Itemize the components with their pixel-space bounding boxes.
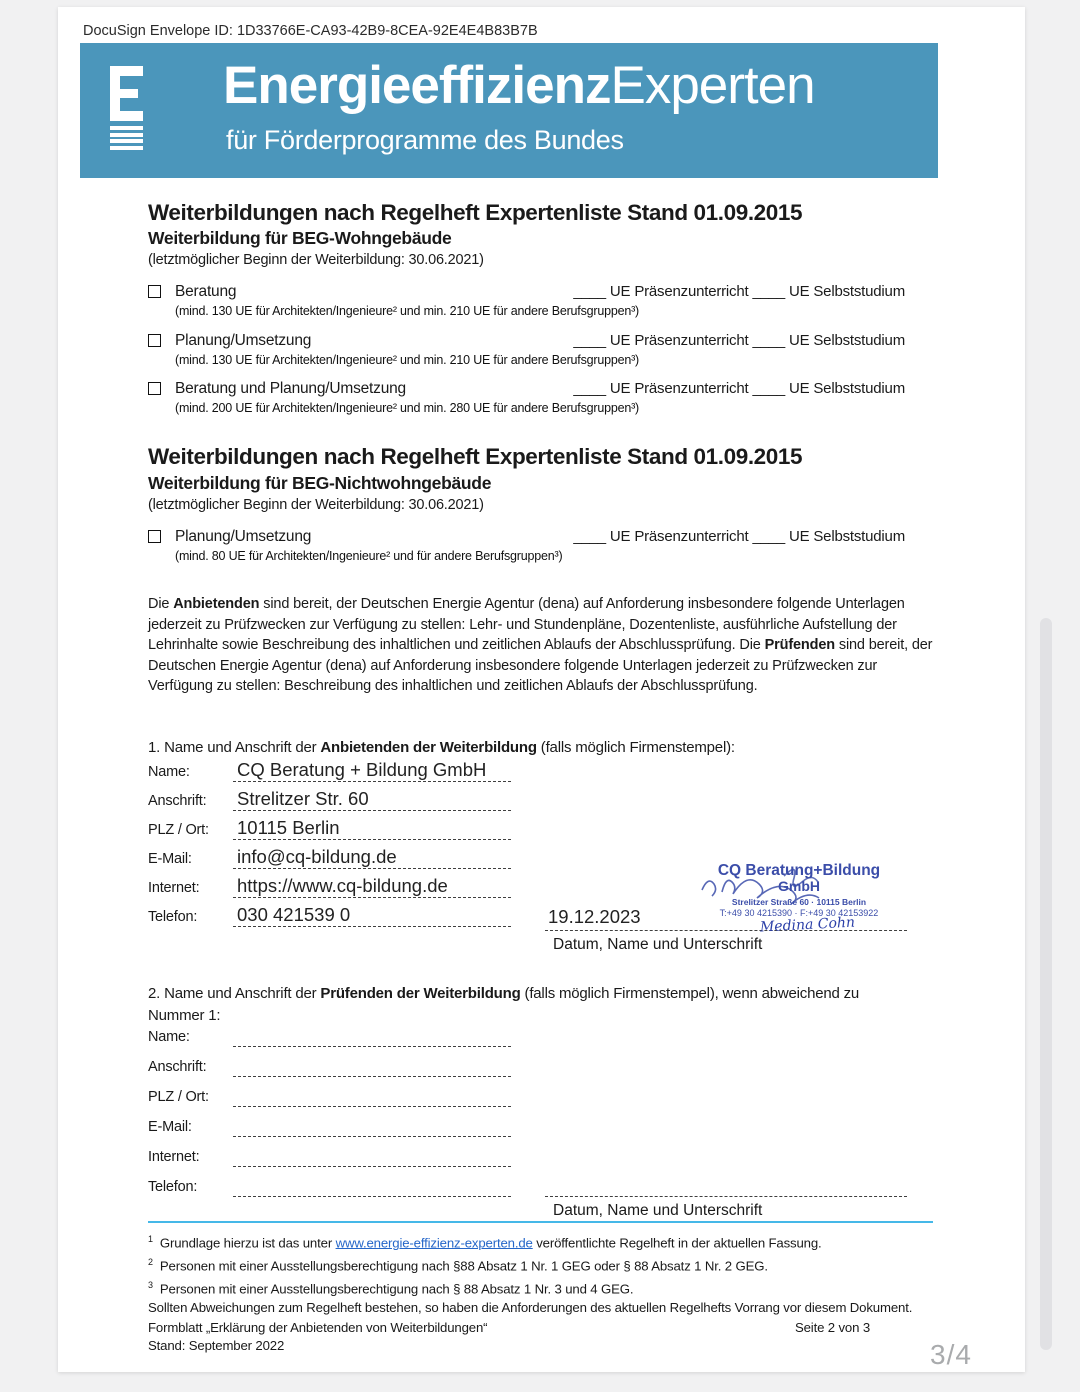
footnote-text: veröffentlichte Regelheft in der aktuellen Fassung. <box>532 1235 822 1251</box>
version-stand: Stand: September 2022 <box>148 1338 285 1353</box>
footnote-extra: Sollten Abweichungen zum Regelheft bestehen, so haben die Anforderungen des aktuellen Regelhefts Vorrang vor diesem Dokument. <box>148 1300 913 1316</box>
field-label-name: Name: <box>148 764 190 780</box>
checkbox-beratung-und-planung[interactable] <box>148 382 161 395</box>
field-line-telefon-2 <box>233 1196 511 1197</box>
section-heading-wohngebaeude: Weiterbildungen nach Regelheft Expertenliste Stand 01.09.2015 <box>148 200 803 225</box>
stamp-company-name: CQ Beratung+Bildung <box>717 862 881 879</box>
declaration-text: sind bereit, der Deutschen Energie Agentur (dena) auf Anforderung insbesondere folgende Unterlagen jederzeit zu Prüfzwecken zur Verfügung zu stellen: Lehr- und Stundenpläne, Dozentenliste, ausführliche Aufstellung der Lehrinhalte sowie Beschreibung des inhaltlichen und zeitlichen Ablaufs der Abschlussprüfung. Die <box>148 596 905 654</box>
subheading-beg-wohngebaeude: Weiterbildung für BEG-Wohngebäude <box>148 228 452 248</box>
declaration-bold-anbietenden: Anbietenden <box>173 596 260 612</box>
field-label-anschrift-2: Anschrift: <box>148 1059 207 1075</box>
footnote-text: Personen mit einer Ausstellungsberechtigung nach § 88 Absatz 1 Nr. 3 und 4 GEG. <box>159 1280 634 1296</box>
stamp-phone-fax: T:+49 30 4215390 · F:+49 30 42153922 <box>719 907 879 918</box>
heading-bold: Anbietenden der Weiterbildung <box>320 739 537 756</box>
checkbox-note: (mind. 130 UE für Architekten/Ingenieure² und min. 210 UE für andere Berufsgruppen³) <box>175 304 640 318</box>
field-line-plz-ort-2 <box>233 1106 511 1107</box>
logo-letter-e <box>110 66 143 121</box>
handwritten-signature: Medina Cohn <box>759 914 856 936</box>
company-stamp <box>688 862 910 936</box>
checkbox-row-beratung-und-planung <box>148 380 905 398</box>
field-label-name-2: Name: <box>148 1029 190 1045</box>
deadline-wohngebaeude: (letztmöglicher Beginn der Weiterbildung: 30.06.2021) <box>148 252 484 268</box>
checkbox-note: (mind. 130 UE für Architekten/Ingenieure² und min. 210 UE für andere Berufsgruppen³) <box>175 353 640 367</box>
footnote-marker: 2 <box>148 1256 153 1267</box>
provider-section-heading <box>148 737 735 759</box>
ue-blanks-text: ____ UE Präsenzunterricht ____ UE Selbststudium <box>573 283 905 300</box>
page-footer <box>148 1320 870 1335</box>
checkbox-beratung[interactable] <box>148 285 161 298</box>
energieeffizienz-experten-logo-icon <box>110 66 143 150</box>
section-heading-nichtwohngebaeude: Weiterbildungen nach Regelheft Expertenliste Stand 01.09.2015 <box>148 444 803 469</box>
logo-list-lines-icon <box>110 126 143 150</box>
field-label-telefon: Telefon: <box>148 909 198 925</box>
scrollbar-thumb[interactable] <box>1040 618 1052 1350</box>
banner-subtitle: für Förderprogramme des Bundes <box>226 125 624 155</box>
ue-blanks-text: ____ UE Präsenzunterricht ____ UE Selbststudium <box>573 380 905 397</box>
checkbox-row-beratung <box>148 283 905 301</box>
checkbox-planung-umsetzung[interactable] <box>148 334 161 347</box>
field-value-internet: https://www.cq-bildung.de <box>237 875 448 896</box>
field-line-anschrift-2 <box>233 1076 511 1077</box>
field-label-internet-2: Internet: <box>148 1149 200 1165</box>
document-page <box>58 7 1025 1372</box>
field-value-email: info@cq-bildung.de <box>237 846 397 867</box>
regelheft-link[interactable]: www.energie-effizienz-experten.de <box>335 1235 533 1251</box>
page-reference: Seite 2 von 3 <box>794 1320 870 1335</box>
form-name: Formblatt „Erklärung der Anbietenden von Weiterbildungen“ <box>148 1320 488 1335</box>
field-line-internet <box>233 897 511 898</box>
footnote-marker: 1 <box>148 1234 153 1244</box>
banner-title-regular: Experten <box>610 56 815 115</box>
field-line-telefon <box>233 926 511 927</box>
brand-banner <box>80 43 938 178</box>
checkbox-label: Beratung und Planung/Umsetzung <box>175 380 406 397</box>
footnote-text: Personen mit einer Ausstellungsberechtigung nach §88 Absatz 1 Nr. 1 GEG oder § 88 Absatz 1 Nr. 2 GEG. <box>159 1258 768 1274</box>
field-label-email-2: E-Mail: <box>148 1119 192 1135</box>
field-line-anschrift <box>233 810 511 811</box>
stamp-company-suffix: GmbH <box>778 878 820 895</box>
field-value-anschrift: Strelitzer Str. 60 <box>237 788 369 809</box>
footnote-marker: 3 <box>148 1279 153 1290</box>
examiner-section-heading <box>148 983 943 1026</box>
field-line-internet-2 <box>233 1166 511 1167</box>
footnote-2 <box>148 1253 928 1276</box>
field-label-internet: Internet: <box>148 880 200 896</box>
subheading-beg-nichtwohngebaeude: Weiterbildung für BEG-Nichtwohngebäude <box>148 473 492 493</box>
field-label-email: E-Mail: <box>148 851 192 867</box>
footnote-1 <box>148 1230 928 1253</box>
field-value-telefon: 030 421539 0 <box>237 904 351 925</box>
field-line-name-2 <box>233 1046 511 1047</box>
field-label-anschrift: Anschrift: <box>148 793 207 809</box>
field-label-telefon-2: Telefon: <box>148 1179 198 1195</box>
checkbox-row-planung <box>148 332 905 350</box>
declaration-paragraph <box>148 594 943 697</box>
footnote-text: Grundlage hierzu ist das unter <box>159 1235 336 1251</box>
footnote-3 <box>148 1276 928 1299</box>
declaration-bold-pruefenden: Prüfenden <box>764 637 835 654</box>
checkbox-label: Beratung <box>175 283 237 300</box>
ue-blanks-text: ____ UE Präsenzunterricht ____ UE Selbststudium <box>573 528 905 545</box>
checkbox-note: (mind. 200 UE für Architekten/Ingenieure² und min. 280 UE für andere Berufsgruppen³) <box>175 401 640 415</box>
banner-title <box>223 57 815 115</box>
examiner-signature-line <box>545 1196 907 1197</box>
checkbox-row-planung-nwg <box>148 528 905 546</box>
checkbox-label: Planung/Umsetzung <box>175 528 312 545</box>
heading-text: 1. Name und Anschrift der <box>148 739 321 756</box>
field-value-plz-ort: 10115 Berlin <box>237 817 340 838</box>
ue-blanks-text: ____ UE Präsenzunterricht ____ UE Selbststudium <box>573 332 905 349</box>
stamp-address: Strelitzer Straße 60 · 10115 Berlin <box>731 897 867 908</box>
footnote-divider <box>148 1221 933 1223</box>
declaration-text: Die <box>148 596 174 612</box>
field-line-name <box>233 781 511 782</box>
field-label-plz-ort-2: PLZ / Ort: <box>148 1089 209 1105</box>
heading-text: (falls möglich Firmenstempel), wenn abweichend zu <box>520 985 860 1002</box>
field-line-plz-ort <box>233 839 511 840</box>
checkbox-planung-umsetzung-nwg[interactable] <box>148 530 161 543</box>
viewer-page-indicator: 3/4 <box>930 1339 972 1370</box>
deadline-nichtwohngebaeude: (letztmöglicher Beginn der Weiterbildung: 30.06.2021) <box>148 497 484 513</box>
footnotes <box>148 1230 928 1318</box>
field-value-name: CQ Beratung + Bildung GmbH <box>237 759 487 780</box>
docusign-envelope-id: DocuSign Envelope ID: 1D33766E-CA93-42B9-8CEA-92E4E4B83B7B <box>83 23 538 39</box>
checkbox-note: (mind. 80 UE für Architekten/Ingenieure² und für andere Berufsgruppen³) <box>175 549 563 563</box>
heading-text-line2: Nummer 1: <box>148 1006 221 1024</box>
field-line-email-2 <box>233 1136 511 1137</box>
declaration-text: sind bereit, der Deutschen Energie Agentur (dena) auf Anforderung insbesondere folgende Unterlagen jederzeit zu Prüfzwecken zur Verfügung zu stellen: Beschreibung des inhaltlichen und zeitlichen Ablaufs der Abschlussprüfung. <box>148 637 933 695</box>
signature-date: 19.12.2023 <box>548 906 641 927</box>
provider-signature-caption: Datum, Name und Unterschrift <box>553 936 763 953</box>
field-label-plz-ort: PLZ / Ort: <box>148 822 209 838</box>
field-line-email <box>233 868 511 869</box>
heading-text: (falls möglich Firmenstempel): <box>536 739 735 756</box>
heading-text: 2. Name und Anschrift der <box>148 985 321 1002</box>
examiner-signature-caption: Datum, Name und Unterschrift <box>553 1202 763 1219</box>
checkbox-label: Planung/Umsetzung <box>175 332 312 349</box>
heading-bold: Prüfenden der Weiterbildung <box>320 985 521 1002</box>
banner-title-bold: Energieeffizienz <box>223 56 611 115</box>
